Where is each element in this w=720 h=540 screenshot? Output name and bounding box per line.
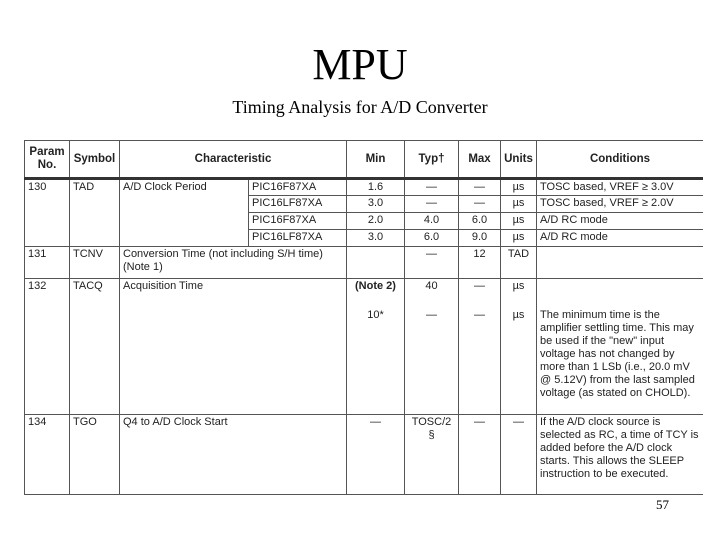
max-cell: 9.0 — [459, 230, 501, 247]
timing-table — [24, 140, 703, 495]
characteristic-cell: Q4 to A/D Clock Start — [120, 415, 347, 495]
symbol-cell: TAD — [70, 179, 120, 247]
units-cell — [501, 279, 537, 415]
units-cell: — — [501, 415, 537, 495]
typ-value: 40 — [425, 280, 438, 292]
typ-cell: TOSC/2 § — [405, 415, 459, 495]
typ-cell: 6.0 — [405, 230, 459, 247]
typ-cell: 4.0 — [405, 213, 459, 230]
header-max: Max — [459, 141, 501, 179]
conditions-cell: TOSC based, VREF ≥ 2.0V — [537, 196, 704, 213]
units-value: µs — [512, 280, 525, 292]
max-value: — — [474, 309, 485, 321]
characteristic-cell: A/D Clock Period — [120, 179, 249, 247]
timing-table-container — [24, 140, 703, 508]
min-cell: 3.0 — [347, 196, 405, 213]
conditions-value: The minimum time is the amplifier settling time. This may be used if the "new" input voltage has not changed by more than 1 LSb (i.e., 20.0 mV @ 5.12V) from the last sampled voltage (as stated on CHOLD). — [540, 309, 695, 399]
conditions-cell — [537, 247, 704, 279]
typ-cell: — — [405, 179, 459, 196]
characteristic-cell: Acquisition Time — [120, 279, 347, 415]
device-cell: PIC16F87XA — [249, 213, 347, 230]
header-param: Param No. — [25, 141, 70, 179]
header-min: Min — [347, 141, 405, 179]
typ-cell: — — [405, 196, 459, 213]
header-symbol: Symbol — [70, 141, 120, 179]
device-cell: PIC16LF87XA — [249, 230, 347, 247]
page-number: 57 — [656, 497, 669, 512]
max-cell: — — [459, 179, 501, 196]
device-cell: PIC16F87XA — [249, 179, 347, 196]
param-cell: 132 — [25, 279, 70, 415]
param-cell: 130 — [25, 179, 70, 247]
table-row — [25, 247, 704, 279]
conditions-cell — [537, 279, 704, 415]
units-cell: TAD — [501, 247, 537, 279]
slide-subtitle: Timing Analysis for A/D Converter — [232, 97, 488, 117]
symbol-cell: TACQ — [70, 279, 120, 415]
characteristic-cell: Conversion Time (not including S/H time) (Note 1) — [120, 247, 347, 279]
header-typ: Typ† — [405, 141, 459, 179]
conditions-cell: If the A/D clock source is selected as RC, a time of TCY is added before the A/D clock starts. This allows the SLEEP instruction to be executed. — [537, 415, 704, 495]
param-cell: 131 — [25, 247, 70, 279]
table-row — [25, 415, 704, 495]
typ-cell — [405, 279, 459, 415]
units-cell: µs — [501, 179, 537, 196]
typ-cell: — — [405, 247, 459, 279]
max-cell — [459, 279, 501, 415]
min-value: 10* — [367, 309, 384, 321]
max-cell: 12 — [459, 247, 501, 279]
units-cell: µs — [501, 213, 537, 230]
units-value: µs — [512, 309, 525, 321]
max-cell: 6.0 — [459, 213, 501, 230]
units-cell: µs — [501, 196, 537, 213]
conditions-value — [540, 280, 700, 293]
min-cell: — — [347, 415, 405, 495]
min-cell: 1.6 — [347, 179, 405, 196]
symbol-cell: TCNV — [70, 247, 120, 279]
min-cell — [347, 279, 405, 415]
units-cell: µs — [501, 230, 537, 247]
min-value: (Note 2) — [355, 280, 396, 292]
conditions-cell: A/D RC mode — [537, 230, 704, 247]
min-cell: 3.0 — [347, 230, 405, 247]
device-cell: PIC16LF87XA — [249, 196, 347, 213]
param-cell: 134 — [25, 415, 70, 495]
header-units: Units — [501, 141, 537, 179]
min-cell: 2.0 — [347, 213, 405, 230]
table-row — [25, 179, 704, 196]
max-cell: — — [459, 196, 501, 213]
conditions-cell: TOSC based, VREF ≥ 3.0V — [537, 179, 704, 196]
header-conditions: Conditions — [537, 141, 704, 179]
header-characteristic: Characteristic — [120, 141, 347, 179]
typ-value: — — [426, 309, 437, 321]
table-header-row — [25, 141, 704, 179]
symbol-cell: TGO — [70, 415, 120, 495]
slide-title: MPU — [312, 40, 408, 89]
min-cell — [347, 247, 405, 279]
table-row — [25, 279, 704, 415]
max-cell: — — [459, 415, 501, 495]
conditions-cell: A/D RC mode — [537, 213, 704, 230]
max-value: — — [474, 280, 485, 292]
